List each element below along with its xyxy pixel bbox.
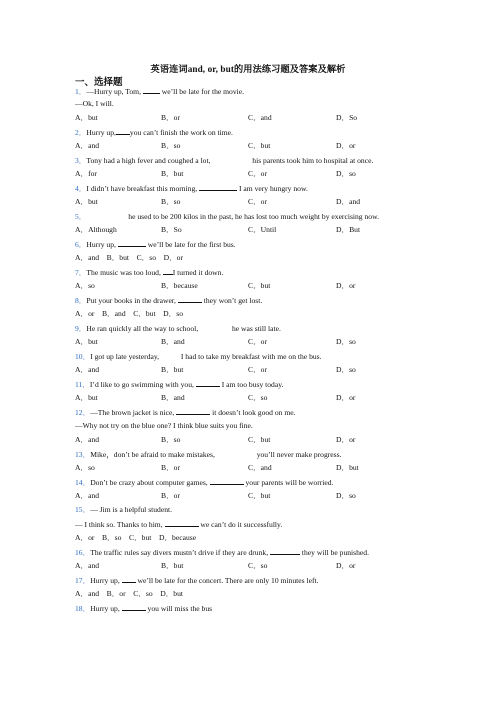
question-12	[75, 407, 296, 418]
option-d[interactable]: D．so	[336, 491, 356, 500]
question-15-options[interactable]: A．or B．so C．but D．because	[75, 533, 197, 542]
question-3	[75, 155, 373, 166]
question-18	[75, 603, 212, 614]
question-text: Hurry up,	[90, 604, 122, 613]
question-number: 2．	[75, 128, 87, 137]
option-c[interactable]: C．or	[248, 169, 267, 178]
question-17-options[interactable]: A．and B．or C．so D．but	[75, 589, 183, 598]
option-c[interactable]: C．or	[248, 337, 267, 346]
question-text: I turned it down.	[172, 268, 224, 277]
question-text: Hurry up,	[86, 128, 116, 137]
option-c[interactable]: C．so	[248, 561, 268, 570]
question-text: it doesn’t look good on me.	[210, 408, 296, 417]
option-b[interactable]: B．or	[161, 491, 180, 500]
question-15	[75, 505, 172, 515]
option-b[interactable]: B．but	[161, 365, 184, 374]
question-number: 5．	[75, 212, 87, 221]
option-c[interactable]: C．but	[248, 141, 271, 150]
question-8-options[interactable]: A．or B．and C．but D．so	[75, 309, 183, 318]
question-text: your parents will be worried.	[243, 478, 334, 487]
question-text: Put your books in the drawer,	[86, 296, 178, 305]
option-b[interactable]: B．and	[161, 393, 185, 402]
option-d[interactable]: D．or	[336, 141, 356, 150]
option-b[interactable]: B．so	[161, 435, 181, 444]
question-text: they will be punished.	[300, 548, 369, 557]
option-b[interactable]: B．but	[161, 169, 184, 178]
option-c[interactable]: C．or	[248, 197, 267, 206]
option-d[interactable]: D．so	[336, 169, 356, 178]
option-d[interactable]: D．so	[336, 337, 356, 346]
question-14	[75, 477, 333, 488]
question-text: The music was too loud,	[86, 268, 163, 277]
option-a[interactable]: A．and	[75, 561, 100, 570]
option-b[interactable]: B．So	[161, 225, 182, 234]
answer-blank[interactable]	[176, 407, 210, 415]
option-c[interactable]: C．and	[248, 113, 272, 122]
option-b[interactable]: B．so	[161, 141, 181, 150]
question-text: they won’t get lost.	[201, 296, 263, 305]
question-text: he used to be 200 kilos in the past, he has lost too much weight by exercising now.	[126, 212, 379, 221]
question-1	[75, 86, 244, 97]
option-d[interactable]: D．and	[336, 197, 361, 206]
question-16	[75, 547, 369, 558]
option-b[interactable]: B．or	[161, 113, 180, 122]
question-text: he was still late.	[230, 324, 281, 333]
question-6-options[interactable]: A．and B．but C．so D．or	[75, 253, 183, 262]
option-d[interactable]: D．So	[336, 113, 358, 122]
question-text: —The brown jacket is nice,	[90, 408, 177, 417]
option-d[interactable]: D．or	[336, 393, 356, 402]
answer-blank[interactable]	[161, 351, 179, 359]
question-text: you’ll never make progress.	[254, 450, 342, 459]
question-number: 8．	[75, 296, 87, 305]
question-text: I got up late yesterday,	[90, 352, 161, 361]
option-a[interactable]: A．but	[75, 113, 98, 122]
question-number: 13．	[75, 450, 91, 459]
option-c[interactable]: C．but	[248, 491, 271, 500]
option-d[interactable]: D．or	[336, 561, 356, 570]
question-number: 18．	[75, 604, 91, 613]
option-c[interactable]: C．or	[248, 365, 267, 374]
option-d[interactable]: D．so	[336, 365, 356, 374]
option-a[interactable]: A．so	[75, 281, 95, 290]
answer-blank[interactable]	[86, 211, 126, 219]
question-4	[75, 183, 308, 194]
question-text: He ran quickly all the way to school,	[86, 324, 201, 333]
question-text: we can’t do it successfully.	[198, 520, 283, 529]
option-a[interactable]: A．but	[75, 393, 98, 402]
question-number: 3．	[75, 156, 87, 165]
option-b[interactable]: B．or	[161, 463, 180, 472]
question-number: 11．	[75, 380, 90, 389]
option-c[interactable]: C．so	[248, 393, 268, 402]
answer-blank[interactable]	[178, 295, 202, 303]
option-a[interactable]: A．for	[75, 169, 97, 178]
option-b[interactable]: B．and	[161, 337, 185, 346]
question-number: 7．	[75, 268, 87, 277]
question-text: we’ll be late for the first bus.	[145, 240, 236, 249]
question-12-reply: —Why not try on the blue one? I think blue suits you fine.	[75, 421, 253, 430]
question-text: Don’t be crazy about computer games,	[90, 478, 210, 487]
question-text: — I think so. Thanks to him,	[75, 520, 165, 529]
question-5	[75, 211, 379, 222]
question-number: 15．	[75, 505, 91, 514]
question-number: 1．	[75, 87, 87, 96]
answer-blank[interactable]	[165, 519, 199, 527]
question-text: I had to take my breakfast with me on the bus.	[178, 352, 322, 361]
option-a[interactable]: A．but	[75, 197, 98, 206]
option-a[interactable]: A．Although	[75, 225, 117, 234]
question-6	[75, 239, 236, 250]
document-title: 英语连词and, or, but的用法练习题及答案及解析	[150, 64, 346, 74]
question-text: —Hurry up, Tom,	[86, 87, 143, 96]
question-number: 4．	[75, 184, 87, 193]
question-number: 9．	[75, 324, 87, 333]
option-a[interactable]: A．and	[75, 365, 100, 374]
question-7	[75, 267, 223, 278]
option-c[interactable]: C．and	[248, 463, 272, 472]
question-text: — Jim is a helpful student.	[90, 505, 173, 514]
question-text: Hurry up,	[90, 576, 122, 585]
question-2	[75, 127, 233, 138]
answer-blank[interactable]	[210, 477, 244, 485]
question-text: his parents took him to hospital at once.	[250, 156, 374, 165]
answer-blank[interactable]	[212, 155, 250, 163]
question-text: we’ll be late for the concert. There are only 10 minutes left.	[135, 576, 319, 585]
question-text: I am very hungry now.	[237, 184, 308, 193]
question-text: I didn’t have breakfast this morning,	[86, 184, 200, 193]
answer-blank[interactable]	[122, 603, 146, 611]
option-b[interactable]: B．because	[161, 281, 198, 290]
answer-blank[interactable]	[196, 379, 220, 387]
option-a[interactable]: A．so	[75, 463, 95, 472]
question-text: you can’t finish the work on time.	[129, 128, 233, 137]
question-text: I am too busy today.	[219, 380, 284, 389]
question-number: 14．	[75, 478, 91, 487]
option-a[interactable]: A．and	[75, 435, 100, 444]
option-c[interactable]: C．but	[248, 435, 271, 444]
option-b[interactable]: B．but	[161, 561, 184, 570]
question-text: Hurry up,	[86, 240, 118, 249]
answer-blank[interactable]	[270, 547, 300, 555]
question-13	[75, 449, 341, 460]
question-number: 6．	[75, 240, 87, 249]
question-15-reply	[75, 519, 282, 530]
answer-blank[interactable]	[143, 86, 160, 94]
question-17	[75, 575, 319, 586]
question-text: we’ll be late for the movie.	[159, 87, 245, 96]
option-d[interactable]: D．But	[336, 225, 361, 234]
option-a[interactable]: A．and	[75, 491, 100, 500]
question-text: you will miss the bus	[145, 604, 213, 613]
option-c[interactable]: C．but	[248, 281, 271, 290]
question-11	[75, 379, 283, 390]
question-text: I’d like to go swimming with you,	[89, 380, 196, 389]
answer-blank[interactable]	[199, 183, 237, 191]
question-number: 10．	[75, 352, 91, 361]
option-a[interactable]: A．but	[75, 337, 98, 346]
answer-blank[interactable]	[163, 267, 173, 275]
question-number: 12．	[75, 408, 91, 417]
option-c[interactable]: C．Until	[248, 225, 277, 234]
question-number: 16．	[75, 548, 91, 557]
option-a[interactable]: A．and	[75, 141, 100, 150]
question-9	[75, 323, 281, 334]
answer-blank[interactable]	[200, 323, 230, 331]
answer-blank[interactable]	[122, 575, 136, 583]
question-10	[75, 351, 322, 362]
option-d[interactable]: D．but	[336, 463, 359, 472]
question-1-reply: —Ok, I will.	[75, 99, 114, 108]
question-number: 17．	[75, 576, 91, 585]
answer-blank[interactable]	[217, 449, 255, 457]
answer-blank[interactable]	[116, 127, 130, 135]
question-text: Mike，don’t be afraid to make mistakes,	[90, 450, 217, 459]
question-8	[75, 295, 262, 306]
question-text: The traffic rules say divers mustn’t drive if they are drunk,	[90, 548, 270, 557]
option-b[interactable]: B．so	[161, 197, 181, 206]
option-d[interactable]: D．or	[336, 435, 356, 444]
option-d[interactable]: D．or	[336, 281, 356, 290]
section-heading: 一、选择题	[75, 78, 123, 88]
question-text: Tony had a high fever and coughed a lot,	[86, 156, 213, 165]
answer-blank[interactable]	[118, 239, 146, 247]
